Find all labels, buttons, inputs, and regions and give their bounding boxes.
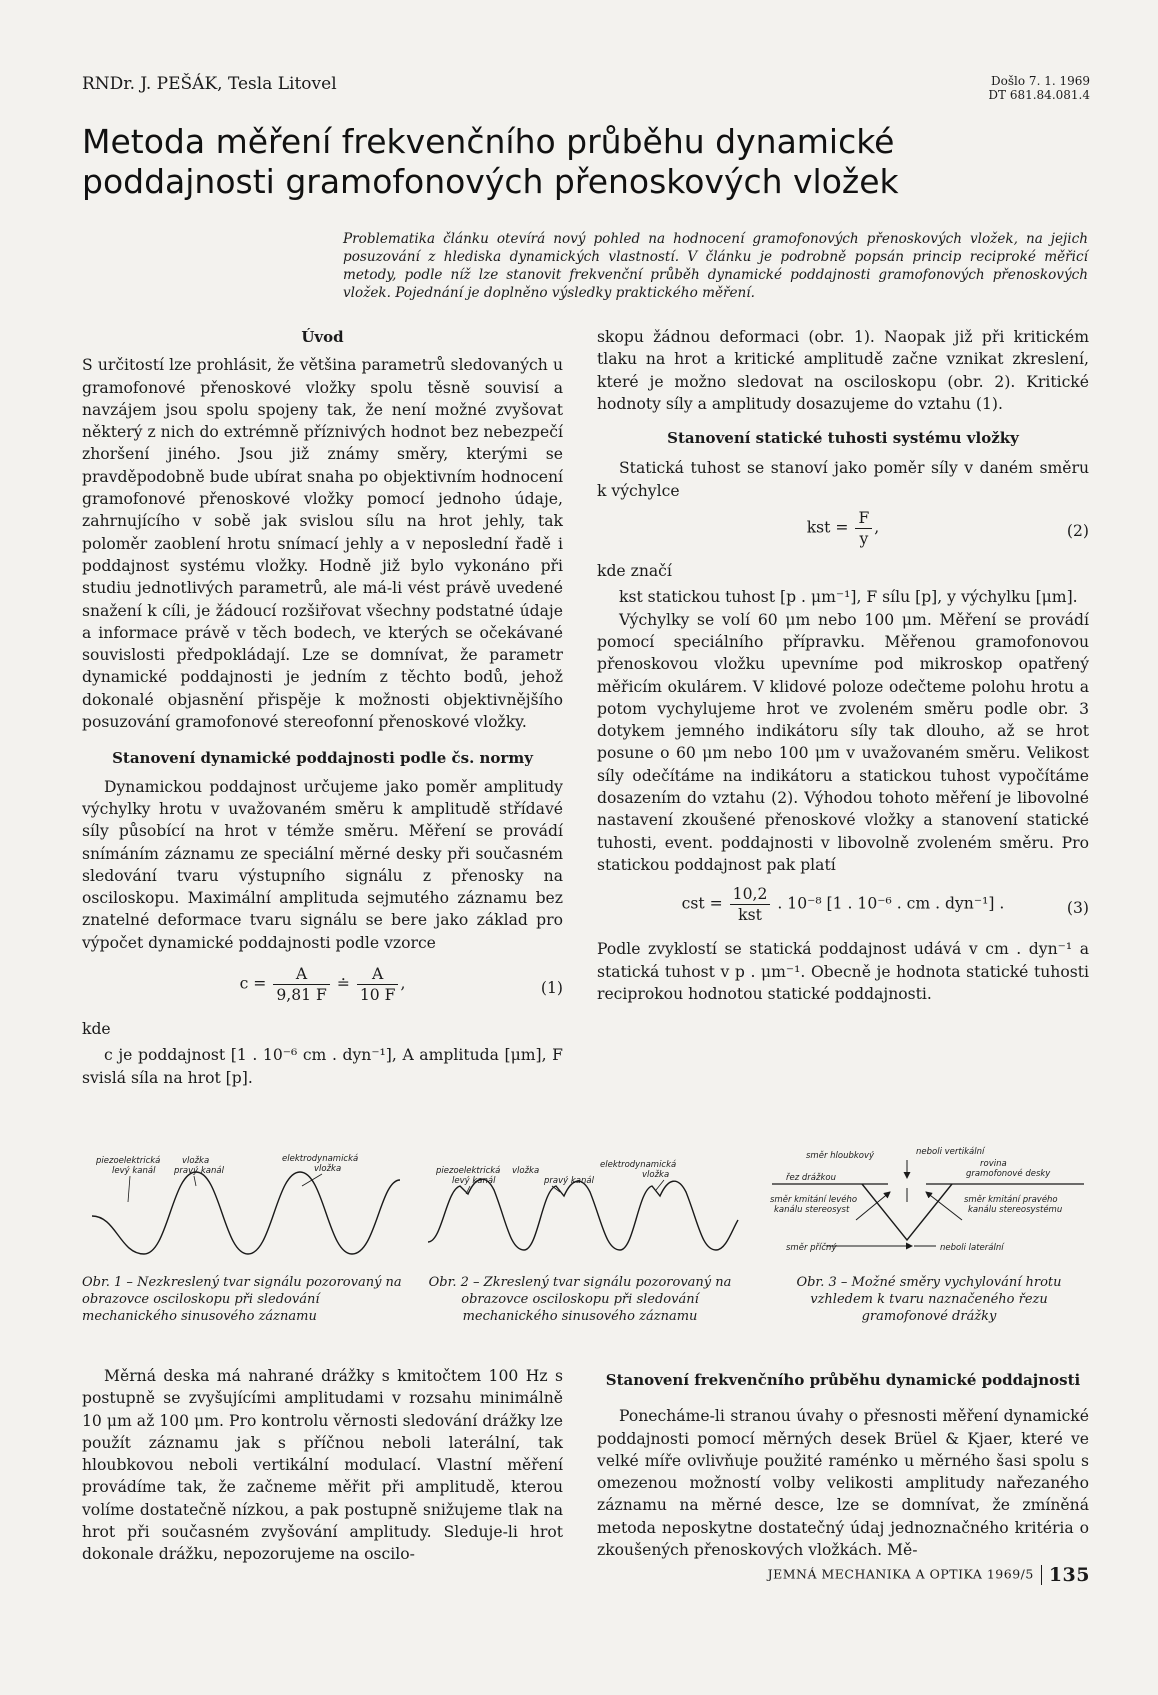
paragraph-deflection: Výchylky se volí 60 μm nebo 100 μm. Měření se provádí pomocí speciálního přípravku. Měřenou gramofonovou přenoskovou vložku upevníme pod mikroskop opatřený měřicím okulárem. V klidové poloze odečteme polohu hrotu a potom vychylujeme hrot ve zvoleném směru podle obr. 3 dotykem jemného indikátoru síly tak dlouho, až se hrot posune o 60 μm nebo 100 μm v uvažovaném směru. Velikost síly odečítáme na indikátoru a statickou tuhost vypočítáme dosazením do vztahu (2). Výhodou tohoto měření je libovolné nastavení zkoušené přenoskové vložky a stanovení statické tuhosti, event. poddajnosti v libovolně zvoleném směru. Pro statickou poddajnost pak platí bbox=[597, 610, 1089, 874]
page-number: 135 bbox=[1048, 1564, 1090, 1586]
svg-text:levý kanál: levý kanál bbox=[112, 1166, 156, 1176]
formula-1-number: (1) bbox=[540, 978, 563, 997]
page-footer bbox=[768, 1564, 1090, 1586]
figure-3-caption: Obr. 3 – Možné směry vychylování hrotu vzhledem k tvaru naznačeného řezu gramofonové drážky bbox=[796, 1275, 1062, 1324]
svg-text:směr kmitání levého: směr kmitání levého bbox=[770, 1195, 858, 1205]
paragraph-norm: Dynamickou poddajnost určujeme jako poměr amplitudy výchylky hrotu v uvažovaném směru k amplitudě střídavé síly působící na hrot v témže směru. Měření se provádí snímáním záznamu ze speciální měrné desky při současném sledování tvaru výstupního signálu z přenosky na osciloskopu. Maximální amplituda sejmutého záznamu bez znatelné deformace tvaru signálu se bere jako základ pro výpočet dynamické poddajnosti podle vzorce bbox=[82, 777, 563, 952]
svg-text:piezoelektrická: piezoelektrická bbox=[96, 1156, 161, 1166]
heading-intro: Úvod bbox=[301, 328, 344, 346]
paragraph-where-1: c je poddajnost [1 . 10⁻⁶ cm . dyn⁻¹], A amplituda [μm], F svislá síla na hrot [p]. bbox=[82, 1046, 563, 1087]
formula-3: cst = $\frac{10,2}{\text{kst}}$ . 10⁻⁸ [1 . 10⁻⁶ . cm . dyn⁻¹] . (3) bbox=[681, 885, 1089, 925]
formula-2-number: (2) bbox=[1066, 521, 1089, 540]
paragraph-where-2: kst statickou tuhost [p . μm⁻¹], F sílu [p], y výchylku [μm]. bbox=[619, 588, 1078, 607]
svg-text:rovina: rovina bbox=[980, 1159, 1007, 1169]
article-title: Metoda měření frekvenčního průběhu dynamické poddajnosti gramofonových přenoskových vložek bbox=[82, 122, 899, 201]
figure-1-drawing bbox=[82, 1150, 402, 1260]
svg-text:směr kmitání pravého: směr kmitání pravého bbox=[964, 1195, 1058, 1205]
figure-2-drawing bbox=[420, 1150, 740, 1260]
heading-static: Stanovení statické tuhosti systému vložky bbox=[667, 429, 1019, 448]
paragraph-continued: skopu žádnou deformaci (obr. 1). Naopak již při kritickém tlaku na hrot a kritické amplitudě začne vznikat zkreslení, které je možno sledovat na osciloskopu (obr. 2). Kritické hodnoty síly a amplitudy dosazujeme do vztahu (1). bbox=[597, 328, 1089, 413]
svg-text:vložka: vložka bbox=[512, 1166, 540, 1176]
dt-code: DT 681.84.081.4 bbox=[988, 88, 1090, 102]
svg-text:pravý kanál: pravý kanál bbox=[174, 1166, 224, 1176]
paragraph-after-formula: Podle zvyklostí se statická poddajnost udává v cm . dyn⁻¹ a statická tuhost v p . μm⁻¹. Obecně je hodnota statické tuhosti reciprokou hodnotou statické poddajnosti. bbox=[597, 940, 1089, 1003]
left-column-bottom bbox=[82, 1365, 563, 1566]
figure-3 bbox=[766, 1140, 1088, 1325]
svg-text:kanálu stereosyst: kanálu stereosyst bbox=[774, 1205, 850, 1215]
abstract: Problematika článku otevírá nový pohled na hodnocení gramofonových přenoskových vložek, na jejich posuzování z hlediska dynamických vlastností. V článku je podrobně popsán princip reciproké měřicí metody, podle níž lze stanovit frekvenční průběh dynamické poddajnosti gramofonových přenoskových vložek. Pojednání je doplněno výsledky praktického měření. bbox=[343, 231, 1088, 301]
received-date: Došlo 7. 1. 1969 bbox=[991, 74, 1090, 88]
svg-text:kanálu stereosystému: kanálu stereosystému bbox=[968, 1205, 1063, 1215]
where-label: kde bbox=[82, 1020, 111, 1039]
author-line: RNDr. J. PEŠÁK, Tesla Litovel bbox=[82, 74, 337, 94]
svg-text:elektrodynamická: elektrodynamická bbox=[600, 1160, 677, 1170]
svg-text:vložka: vložka bbox=[642, 1170, 670, 1180]
svg-text:gramofonové desky: gramofonové desky bbox=[966, 1169, 1051, 1179]
svg-text:elektrodynamická: elektrodynamická bbox=[282, 1154, 359, 1164]
right-column-bottom bbox=[597, 1369, 1089, 1561]
paragraph-intro: S určitostí lze prohlásit, že většina parametrů sledovaných u gramofonové přenoskové vložky spolu těsně souvisí a navzájem jsou spolu spojeny tak, že není možné zvyšovat některý z nich do extrémně příznivých hodnot bez nebezpečí zhoršení jiného. Jsou již známy směry, kterými se pravděpodobně bude ubírat snaha po objektivním hodnocení gramofonové přenoskové vložky pomocí jednoho údaje, zahrnujícího v sobě jak svislou sílu na hrot jehly, tak poloměr zaoblení hrotu snímací jehly a v neposlední řadě i poddajnost systému vložky. Hodně již bylo vykonáno při studiu jednotlivých parametrů, ale má-li vést právě uvedené snažení k cíli, je žádoucí rozšiřovat všechny podstatné údaje a informace právě v těch bodech, ve kterých se očekávané souvislosti předpokládají. Lze se domnívat, že parametr dynamické poddajnosti je jedním z těchto bodů, jehož dokonalé objasnění přispěje k možnosti objektivnějšího posuzování gramofonové stereofonní přenoskové vložky. bbox=[82, 356, 563, 732]
paragraph-static: Statická tuhost se stanoví jako poměr síly v daném směru k výchylce bbox=[597, 459, 1089, 500]
heading-frequency: Stanovení frekvenčního průběhu dynamické poddajnosti bbox=[605, 1371, 1081, 1389]
svg-text:vložka: vložka bbox=[182, 1156, 210, 1166]
formula-3-number: (3) bbox=[1066, 899, 1089, 918]
figure-1 bbox=[82, 1150, 402, 1325]
footer-separator bbox=[1041, 1565, 1042, 1585]
article-meta bbox=[988, 74, 1090, 102]
figure-3-drawing bbox=[766, 1140, 1088, 1266]
paragraph-record: Měrná deska má nahrané drážky s kmitočtem 100 Hz s postupně se zvyšujícími amplitudami v rozsahu minimálně 10 μm až 100 μm. Pro kontrolu věrnosti sledování drážky lze použít záznamu jak s příčnou neboli laterální, tak hloubkovou neboli vertikální modulací. Vlastní měření provádíme tak, že začneme měřit při amplitudě, kterou volíme dostatečně nízkou, a pak postupně snižujeme tlak na hrot při současném zvyšování amplitudy. Sleduje-li hrot dokonale drážku, nepozorujeme na oscilo- bbox=[82, 1367, 563, 1564]
paragraph-frequency: Ponecháme-li stranou úvahy o přesnosti měření dynamické poddajnosti pomocí měrných desek Brüel & Kjaer, které ve velké míře ovlivňuje použité raménko u měrného šasi spolu s omezenou možností volby velikosti amplitudy nařezaného záznamu na měrné desce, lze se domnívat, že zmíněná metoda neposkytne dostatečný údaj jednoznačného kritéria o zkoušených přenoskových vložkách. Mě- bbox=[597, 1407, 1089, 1560]
figure-2 bbox=[420, 1150, 740, 1325]
svg-text:neboli laterální: neboli laterální bbox=[940, 1243, 1004, 1253]
figure-2-caption: Obr. 2 – Zkreslený tvar signálu pozorovaný na obrazovce osciloskopu při sledování mechanického sinusového záznamu bbox=[428, 1275, 732, 1324]
svg-text:směr příčný: směr příčný bbox=[786, 1243, 837, 1253]
where-label-2: kde značí bbox=[597, 562, 672, 581]
right-column bbox=[597, 326, 1089, 1005]
svg-text:piezoelektrická: piezoelektrická bbox=[436, 1166, 501, 1176]
left-column bbox=[82, 326, 563, 1089]
svg-text:levý kanál: levý kanál bbox=[452, 1176, 496, 1186]
figure-1-caption: Obr. 1 – Nezkreslený tvar signálu pozorovaný na obrazovce osciloskopu při sledování mechanického sinusového záznamu bbox=[82, 1275, 402, 1324]
formula-1: c = $\frac{A}{9,81 F}$ ≐ $\frac{A}{10 F}$ , (1) bbox=[239, 965, 563, 1005]
svg-text:pravý kanál: pravý kanál bbox=[544, 1176, 594, 1186]
svg-text:vložka: vložka bbox=[314, 1164, 342, 1174]
formula-2: kst = $\frac{F}{y}$ , (2) bbox=[806, 509, 1089, 549]
svg-text:směr hloubkový: směr hloubkový bbox=[806, 1151, 875, 1161]
heading-norm: Stanovení dynamické poddajnosti podle čs. normy bbox=[112, 749, 533, 768]
journal-name: JEMNÁ MECHANIKA A OPTIKA 1969/5 bbox=[767, 1566, 1034, 1582]
svg-text:neboli vertikální: neboli vertikální bbox=[916, 1147, 985, 1157]
svg-text:řez drážkou: řez drážkou bbox=[786, 1173, 836, 1183]
